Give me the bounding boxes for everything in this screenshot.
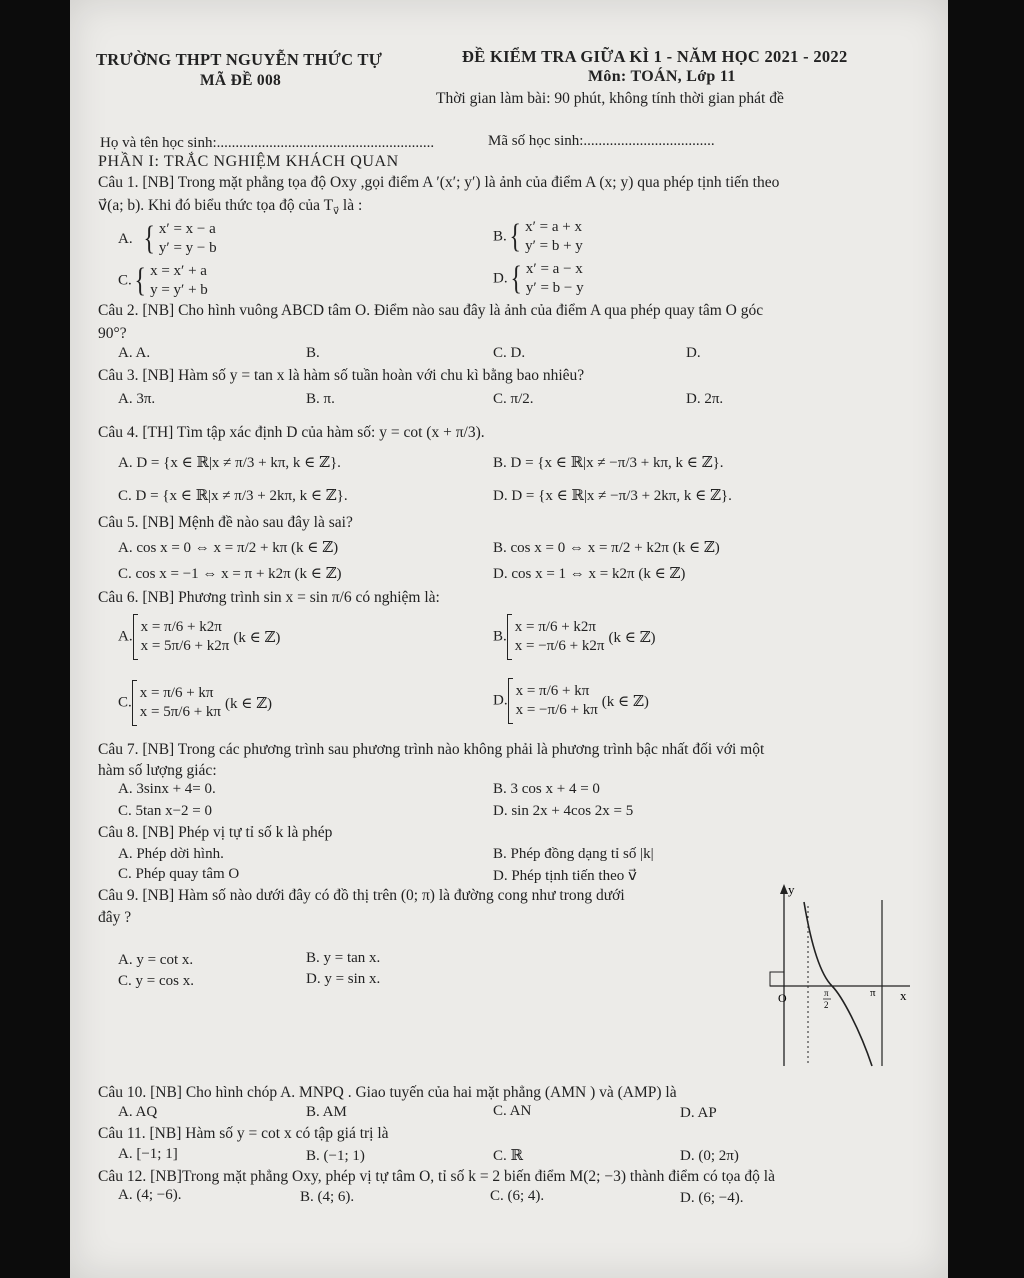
q9-graph-half-pi-num: π: [824, 988, 829, 998]
q1-option-b[interactable]: B. { x′ = a + x y′ = b + y: [493, 218, 583, 255]
q9-graph-pi-label: π: [870, 987, 876, 999]
q8-stem: Câu 8. [NB] Phép vị tự tỉ số k là phép: [98, 824, 333, 841]
q3-stem: Câu 3. [NB] Hàm số y = tan x là hàm số tuần hoàn với chu kì bằng bao nhiêu?: [98, 367, 585, 384]
q5-stem: Câu 5. [NB] Mệnh đề nào sau đây là sai?: [98, 514, 353, 531]
q3-option-b[interactable]: B. π.: [306, 391, 335, 407]
q12-option-c[interactable]: C. (6; 4).: [490, 1188, 545, 1204]
q5-option-a[interactable]: A. cos x = 0 ⇔ x = π/2 + kπ (k ∈ ℤ): [118, 540, 339, 556]
q8-option-c[interactable]: C. Phép quay tâm O: [118, 866, 240, 882]
q4-option-d[interactable]: D. D = {x ∈ ℝ|x ≠ −π/3 + 2kπ, k ∈ ℤ}.: [493, 488, 732, 504]
q3-option-d[interactable]: D. 2π.: [686, 391, 724, 407]
q7-option-d[interactable]: D. sin 2x + 4cos 2x = 5: [493, 803, 634, 819]
q1-option-d[interactable]: D. { x′ = a − x y′ = b − y: [493, 260, 584, 297]
q2-option-d[interactable]: D.: [686, 345, 701, 361]
q11-option-a[interactable]: A. [−1; 1]: [118, 1146, 178, 1162]
q9-graph-curve: [804, 902, 872, 1066]
q6-option-a[interactable]: A. x = π/6 + k2π x = 5π/6 + k2π (k ∈ ℤ): [118, 614, 280, 660]
q6-option-d[interactable]: D. x = π/6 + kπ x = −π/6 + kπ (k ∈ ℤ): [493, 678, 649, 724]
q10-option-a[interactable]: A. AQ: [118, 1104, 158, 1120]
exam-subject: Môn: TOÁN, Lớp 11: [588, 68, 736, 85]
q2-stem-line1: Câu 2. [NB] Cho hình vuông ABCD tâm O. Điểm nào sau đây là ảnh của điểm A qua phép quay tâm O góc: [98, 302, 764, 319]
q4-option-b[interactable]: B. D = {x ∈ ℝ|x ≠ −π/3 + kπ, k ∈ ℤ}.: [493, 455, 724, 471]
q11-option-b[interactable]: B. (−1; 1): [306, 1148, 365, 1164]
q9-graph-half-pi-den: 2: [824, 1000, 829, 1010]
q1-option-a[interactable]: A. { x′ = x − a y′ = y − b: [118, 220, 217, 257]
q9-graph: [760, 880, 920, 1070]
q2-stem-line2: 90°?: [98, 325, 127, 342]
q10-stem: Câu 10. [NB] Cho hình chóp A. MNPQ . Giao tuyến của hai mặt phẳng (AMN ) và (AMP) là: [98, 1084, 677, 1101]
q9-stem-line2: đây ?: [98, 909, 132, 926]
q8-option-a[interactable]: A. Phép dời hình.: [118, 846, 224, 862]
exam-code: MÃ ĐỀ 008: [200, 72, 282, 89]
q6-stem: Câu 6. [NB] Phương trình sin x = sin π/6 có nghiệm là:: [98, 589, 440, 606]
student-id-label: Mã số học sinh:...................................: [488, 133, 715, 149]
q5-option-d[interactable]: D. cos x = 1 ⇔ x = k2π (k ∈ ℤ): [493, 566, 686, 582]
section-title: PHẦN I: TRẮC NGHIỆM KHÁCH QUAN: [98, 153, 399, 170]
q1-option-c[interactable]: C. { x = x′ + a y = y′ + b: [118, 262, 208, 299]
q12-stem: Câu 12. [NB]Trong mặt phẳng Oxy, phép vị tự tâm O, tỉ số k = 2 biến điểm M(2; −3) thành điểm có tọa độ là: [98, 1168, 775, 1185]
q11-stem: Câu 11. [NB] Hàm số y = cot x có tập giá trị là: [98, 1125, 389, 1142]
q6-option-b[interactable]: B. x = π/6 + k2π x = −π/6 + k2π (k ∈ ℤ): [493, 614, 656, 660]
q9-graph-y-arrow: [780, 884, 788, 894]
q9-option-b[interactable]: B. y = tan x.: [306, 950, 381, 966]
q7-option-c[interactable]: C. 5tan x−2 = 0: [118, 803, 212, 819]
q4-option-c[interactable]: C. D = {x ∈ ℝ|x ≠ π/3 + 2kπ, k ∈ ℤ}.: [118, 488, 348, 504]
student-name-label: Họ và tên học sinh:..........................................................: [100, 135, 435, 151]
q12-option-b[interactable]: B. (4; 6).: [300, 1189, 355, 1205]
q9-stem-line1: Câu 9. [NB] Hàm số nào dưới đây có đồ thị trên (0; π) là đường cong như trong dưới: [98, 887, 625, 904]
q1-stem-line2: v⃗(a; b). Khi đó biểu thức tọa độ của $T_{v⃗}$ là :: [98, 197, 363, 218]
q6-option-c[interactable]: C. x = π/6 + kπ x = 5π/6 + kπ (k ∈ ℤ): [118, 680, 272, 726]
q4-option-a[interactable]: A. D = {x ∈ ℝ|x ≠ π/3 + kπ, k ∈ ℤ}.: [118, 455, 341, 471]
q9-option-d[interactable]: D. y = sin x.: [306, 971, 381, 987]
q7-option-a[interactable]: A. 3sinx + 4= 0.: [118, 781, 216, 797]
q2-option-a[interactable]: A. A.: [118, 345, 151, 361]
q9-graph-box: [770, 972, 784, 986]
q9-graph-origin-label: O: [778, 991, 787, 1005]
q10-option-b[interactable]: B. AM: [306, 1104, 347, 1120]
q3-option-a[interactable]: A. 3π.: [118, 391, 156, 407]
q11-option-c[interactable]: C. ℝ: [493, 1148, 523, 1164]
q7-option-b[interactable]: B. 3 cos x + 4 = 0: [493, 781, 600, 797]
exam-title: ĐỀ KIỂM TRA GIỮA KÌ 1 - NĂM HỌC 2021 - 2022: [462, 47, 848, 66]
q2-option-b[interactable]: B.: [306, 345, 320, 361]
exam-time: Thời gian làm bài: 90 phút, không tính thời gian phát đề: [436, 90, 784, 107]
q8-option-d[interactable]: D. Phép tịnh tiến theo v⃗: [493, 868, 637, 884]
q5-option-b[interactable]: B. cos x = 0 ⇔ x = π/2 + k2π (k ∈ ℤ): [493, 540, 720, 556]
q7-stem-line1: Câu 7. [NB] Trong các phương trình sau phương trình nào không phải là phương trình bậc nhất đối với một: [98, 741, 765, 758]
q2-option-c[interactable]: C. D.: [493, 345, 526, 361]
q1-stem-line1: Câu 1. [NB] Trong mặt phẳng tọa độ Oxy ,gọi điểm A ′(x′; y′) là ảnh của điểm A (x; y) qua phép tịnh tiến theo: [98, 174, 780, 191]
q8-option-b[interactable]: B. Phép đồng dạng tỉ số |k|: [493, 846, 654, 862]
q12-option-a[interactable]: A. (4; −6).: [118, 1187, 182, 1203]
q10-option-d[interactable]: D. AP: [680, 1105, 717, 1121]
q3-option-c[interactable]: C. π/2.: [493, 391, 534, 407]
q9-option-a[interactable]: A. y = cot x.: [118, 952, 194, 968]
q10-option-c[interactable]: C. AN: [493, 1103, 532, 1119]
q11-option-d[interactable]: D. (0; 2π): [680, 1148, 739, 1164]
q5-option-c[interactable]: C. cos x = −1 ⇔ x = π + k2π (k ∈ ℤ): [118, 566, 342, 582]
q12-option-d[interactable]: D. (6; −4).: [680, 1190, 744, 1206]
q9-graph-y-label: y: [788, 882, 795, 897]
school-name: TRƯỜNG THPT NGUYỄN THỨC TỰ: [96, 50, 383, 69]
q7-stem-line2: hàm số lượng giác:: [98, 762, 217, 779]
q9-option-c[interactable]: C. y = cos x.: [118, 973, 194, 989]
q9-graph-x-label: x: [900, 988, 907, 1003]
q4-stem: Câu 4. [TH] Tìm tập xác định D của hàm số: y = cot (x + π/3).: [98, 424, 485, 441]
